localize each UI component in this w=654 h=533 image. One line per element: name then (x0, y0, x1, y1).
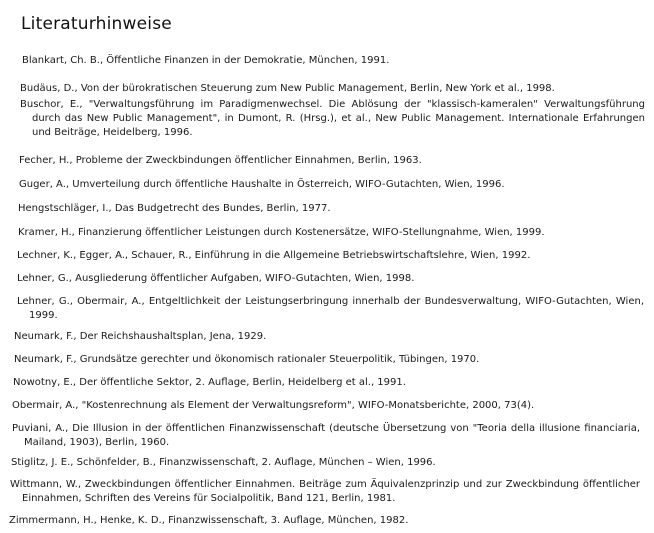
reference-item (19, 178, 631, 192)
reference-item (19, 154, 631, 168)
reference-text: Neumark, F., Grundsätze gerechter und ökonomisch rationaler Steuerpolitik, Tübingen, 1970. (14, 354, 480, 365)
reference-text: Guger, A., Umverteilung durch öffentliche Haushalte in Österreich, WIFO-Gutachten, Wien, 1996. (19, 179, 505, 190)
reference-text: Buschor, E., "Verwaltungsführung im Paradigmenwechsel. Die Ablösung der "klassisch-kameralen" Verwaltungsführung durch das New Public Management", in Dumont, R. (Hrsg.), et al., New Public Management. Internationale Erfahrungen und Beiträge, Heidelberg, 1996. (20, 99, 645, 138)
reference-text: Budäus, D., Von der bürokratischen Steuerung zum New Public Management, Berlin, New York et al., 1998. (20, 83, 555, 94)
reference-text: Nowotny, E., Der öffentliche Sektor, 2. Auflage, Berlin, Heidelberg et al., 1991. (13, 377, 406, 388)
reference-text: Fecher, H., Probleme der Zweckbindungen öffentlicher Einnahmen, Berlin, 1963. (19, 155, 422, 166)
page-title: Literaturhinweise (21, 14, 172, 34)
reference-text: Kramer, H., Finanzierung öffentlicher Leistungen durch Kostenersätze, WIFO-Stellungnahme, Wien, 1999. (18, 227, 545, 238)
reference-text: Puviani, A., Die Illusion in der öffentlichen Finanzwissenschaft (deutsche Übersetzung von "Teoria della illusione financiaria, Mailand, 1903), Berlin, 1960. (12, 423, 640, 448)
reference-text: Lechner, K., Egger, A., Schauer, R., Einführung in die Allgemeine Betriebswirtschaftslehre, Wien, 1992. (17, 250, 531, 261)
reference-item (10, 478, 640, 506)
reference-text: Blankart, Ch. B., Öffentliche Finanzen in der Demokratie, München, 1991. (22, 55, 390, 66)
reference-item (18, 226, 630, 240)
reference-text: Neumark, F., Der Reichshaushaltsplan, Jena, 1929. (14, 331, 267, 342)
reference-item (14, 353, 626, 367)
reference-item (17, 249, 629, 263)
reference-item (9, 514, 621, 528)
reference-item (13, 376, 625, 390)
reference-item (20, 98, 645, 140)
reference-item (14, 330, 626, 344)
reference-text: Lehner, G., Ausgliederung öffentlicher Aufgaben, WIFO-Gutachten, Wien, 1998. (17, 273, 415, 284)
reference-item (11, 456, 623, 470)
reference-text: Lehner, G., Obermair, A., Entgeltlichkeit der Leistungserbringung innerhalb der Bundesverwaltung, WIFO-Gutachten, Wien, 1999. (17, 296, 644, 321)
reference-item (17, 295, 644, 323)
reference-item (12, 422, 640, 450)
reference-item (17, 272, 629, 286)
reference-item (18, 202, 630, 216)
reference-item (20, 82, 632, 96)
reference-text: Hengstschläger, I., Das Budgetrecht des Bundes, Berlin, 1977. (18, 203, 331, 214)
reference-text: Obermair, A., "Kostenrechnung als Element der Verwaltungsreform", WIFO-Monatsberichte, 2000, 73(4). (12, 400, 535, 411)
reference-text: Zimmermann, H., Henke, K. D., Finanzwissenschaft, 3. Auflage, München, 1982. (9, 515, 409, 526)
reference-text: Stiglitz, J. E., Schönfelder, B., Finanzwissenschaft, 2. Auflage, München – Wien, 1996. (11, 457, 436, 468)
reference-item (12, 399, 624, 413)
reference-text: Wittmann, W., Zweckbindungen öffentlicher Einnahmen. Beiträge zum Äquivalenzprinzip und zur Zweckbindung öffentlicher Einnahmen, Schriften des Vereins für Socialpolitik, Band 121, Berlin, 1981. (10, 479, 640, 504)
reference-item (22, 54, 632, 68)
